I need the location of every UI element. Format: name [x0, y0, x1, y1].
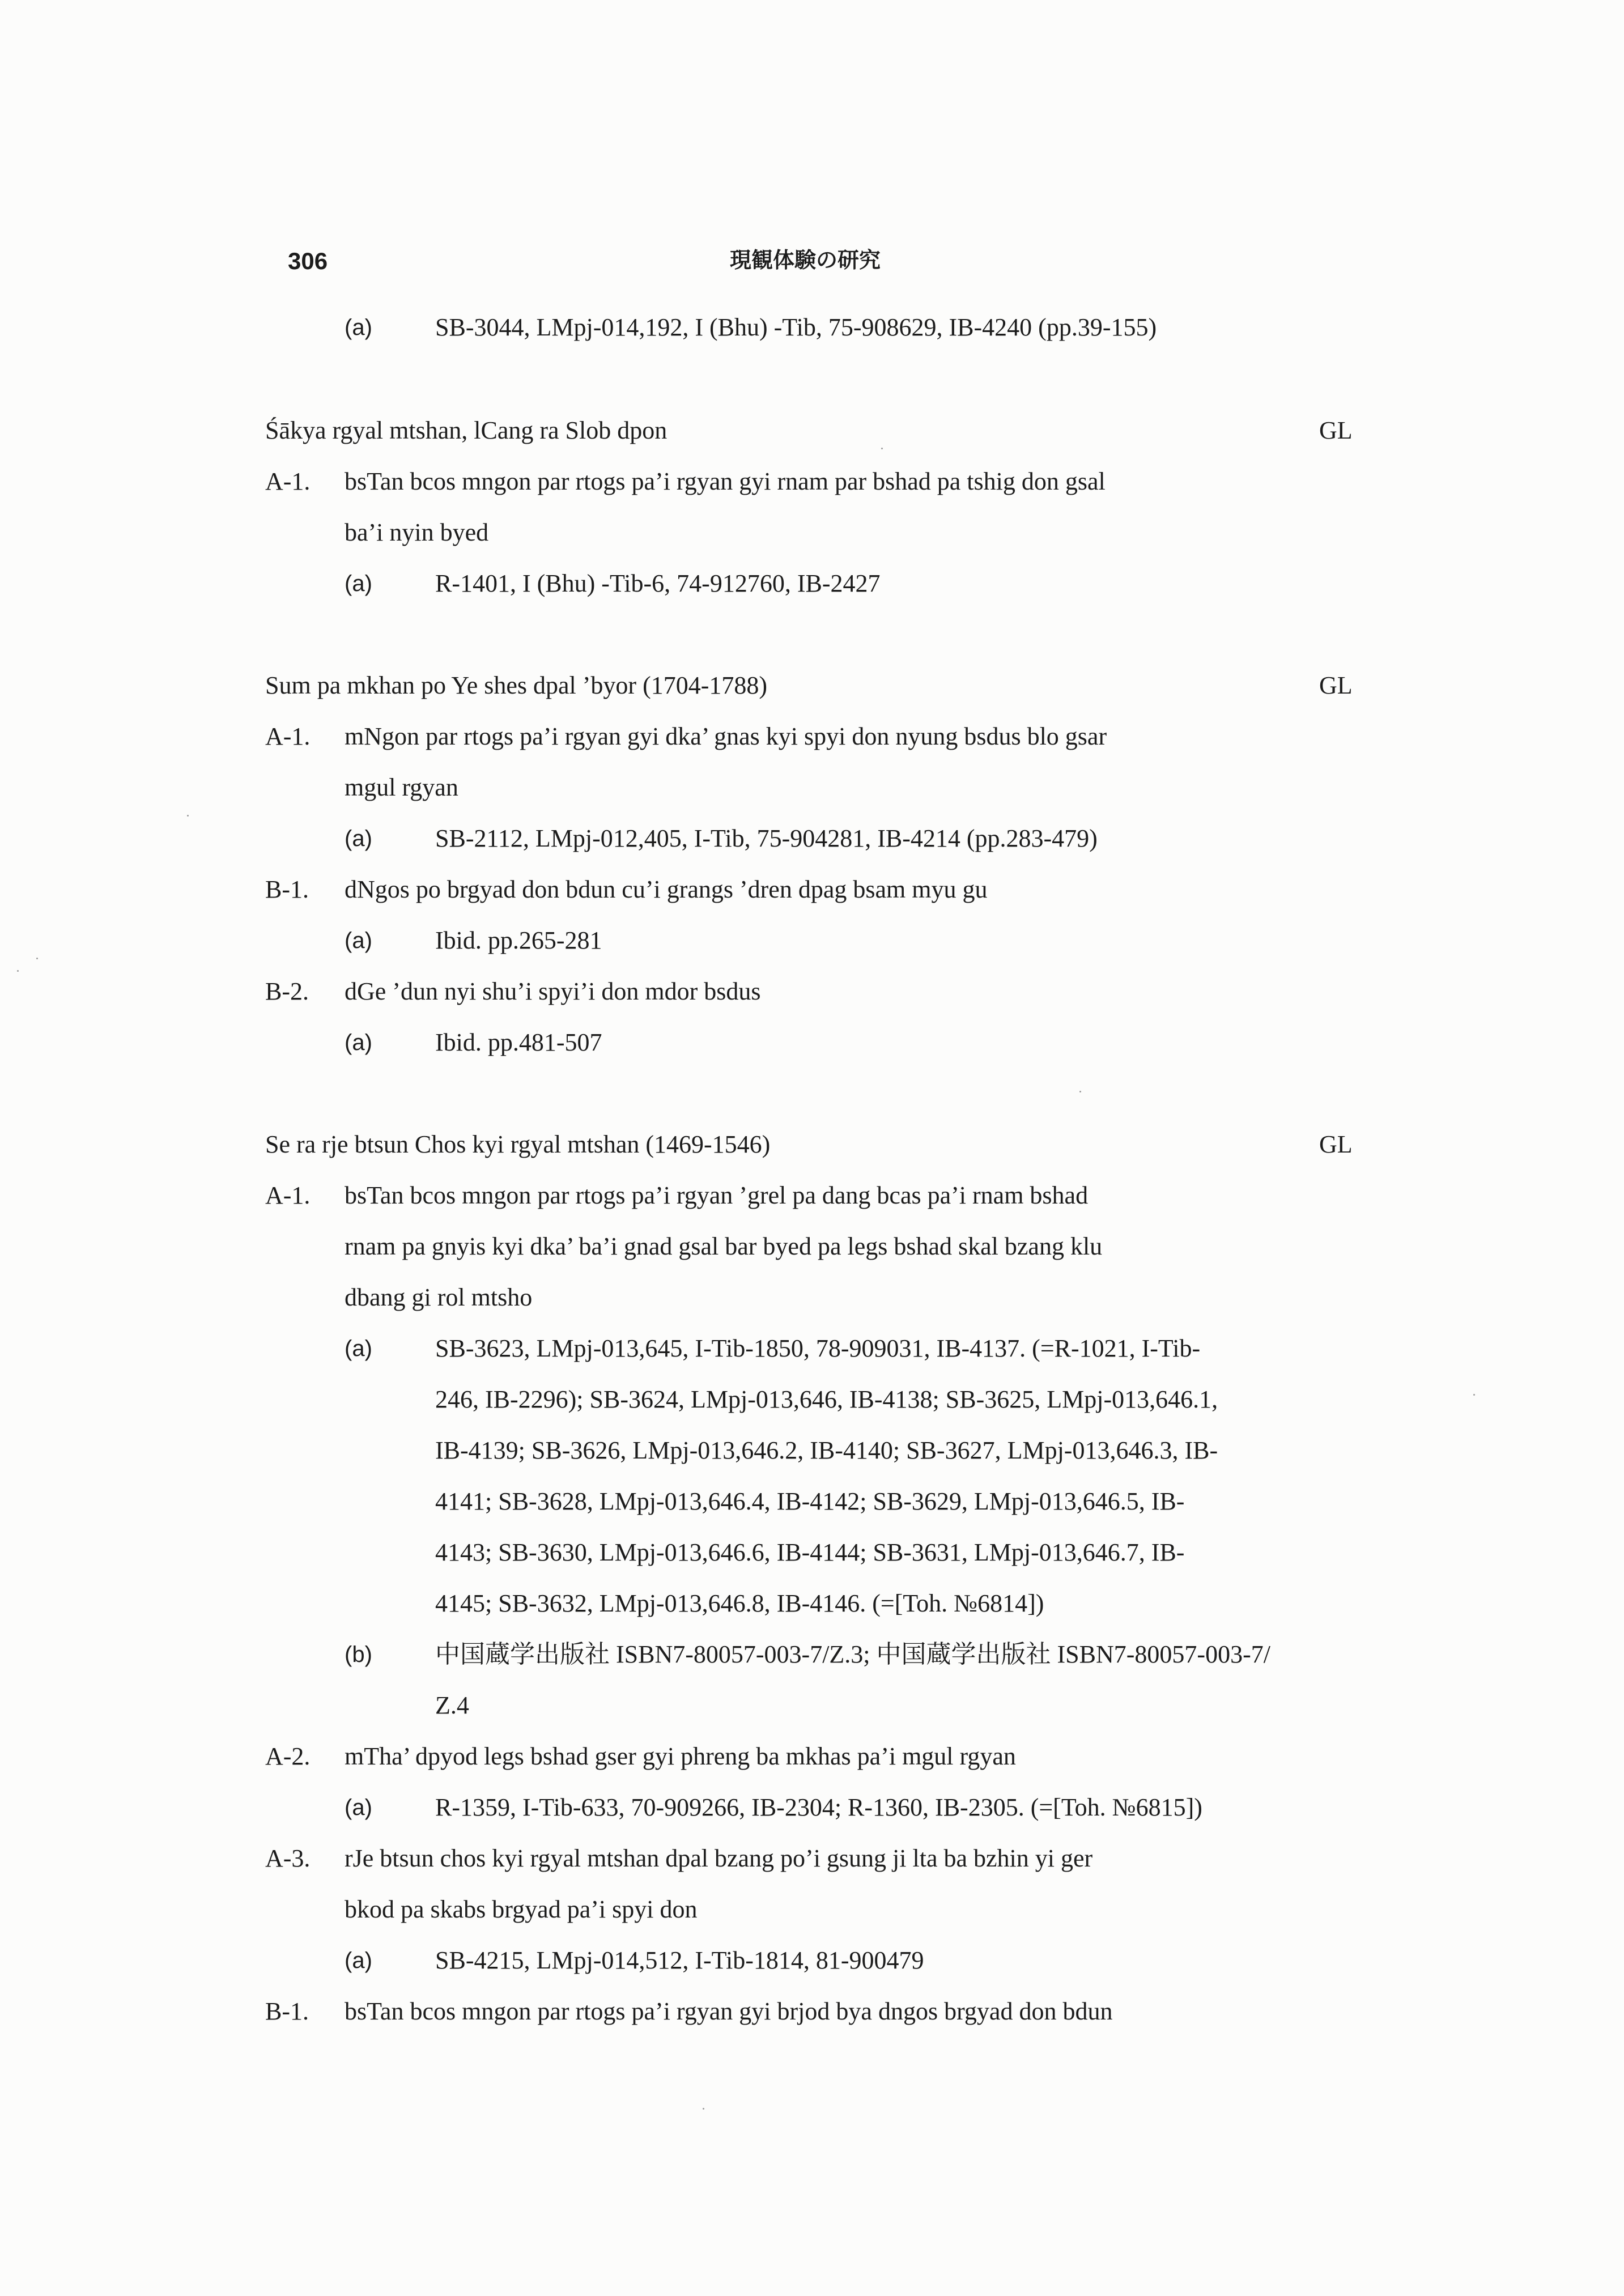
classification-tag: GL: [1319, 416, 1353, 444]
author-heading: Śākya rgyal mtshan, lCang ra Slob dpon: [265, 416, 668, 444]
ref-label: (a): [345, 1795, 372, 1820]
work-title-line: rnam pa gnyis kyi dka’ ba’i gnad gsal bar byed pa legs bshad skal bzang klu: [345, 1232, 1103, 1260]
work-title-line: bkod pa skabs brgyad pa’i spyi don: [345, 1895, 698, 1923]
work-title-line: mTha’ dpyod legs bshad gser gyi phreng ba mkhas pa’i mgul rgyan: [345, 1742, 1016, 1770]
ref-line: Ibid. pp.265-281: [435, 926, 602, 954]
ref-line: R-1359, I-Tib-633, 70-909266, IB-2304; R-1360, IB-2305. (=[Toh. №6815]): [435, 1793, 1202, 1821]
work-title-line: dNgos po brgyad don bdun cu’i grangs ’dren dpag bsam myu gu: [345, 875, 988, 903]
item-number: A-1.: [265, 1181, 311, 1209]
ref-label: (a): [345, 1030, 372, 1055]
author-heading: Se ra rje btsun Chos kyi rgyal mtshan (1469-1546): [265, 1130, 771, 1158]
ref-line: 246, IB-2296); SB-3624, LMpj-013,646, IB-4138; SB-3625, LMpj-013,646.1,: [435, 1385, 1218, 1413]
ref-label: (a): [345, 826, 372, 851]
scan-speck: [187, 815, 189, 817]
scan-speck: [36, 958, 38, 959]
item-number: A-3.: [265, 1844, 311, 1872]
work-title-line: ba’i nyin byed: [345, 518, 489, 546]
work-title-line: mgul rgyan: [345, 773, 458, 801]
work-title-line: bsTan bcos mngon par rtogs pa’i rgyan ’grel pa dang bcas pa’i rnam bshad: [345, 1181, 1089, 1209]
ref-line: 4141; SB-3628, LMpj-013,646.4, IB-4142; SB-3629, LMpj-013,646.5, IB-: [435, 1487, 1185, 1515]
ref-line: Z.4: [435, 1691, 469, 1719]
work-title-line: mNgon par rtogs pa’i rgyan gyi dka’ gnas kyi spyi don nyung bsdus blo gsar: [345, 722, 1107, 750]
scan-speck: [17, 970, 19, 972]
ref-label: (a): [345, 571, 372, 596]
scan-speck: [1473, 1394, 1475, 1396]
page-number: 306: [288, 248, 328, 274]
ref-label: (a): [345, 315, 372, 340]
scan-speck: [881, 448, 883, 449]
classification-tag: GL: [1319, 1130, 1353, 1158]
running-title: 現観体験の研究: [730, 248, 881, 273]
ref-line: 4145; SB-3632, LMpj-013,646.8, IB-4146. (=[Toh. №6814]): [435, 1589, 1044, 1617]
ref-label: (a): [345, 1336, 372, 1361]
item-number: B-1.: [265, 875, 309, 903]
work-title-line: rJe btsun chos kyi rgyal mtshan dpal bzang po’i gsung ji lta ba bzhin yi ger: [345, 1844, 1093, 1872]
ref-label: (b): [345, 1642, 372, 1667]
work-title-line: bsTan bcos mngon par rtogs pa’i rgyan gyi brjod bya dngos brgyad don bdun: [345, 1997, 1113, 2025]
scan-speck: [1079, 1091, 1081, 1092]
ref-line: R-1401, I (Bhu) -Tib-6, 74-912760, IB-2427: [435, 569, 881, 597]
work-title-line: dGe ’dun nyi shu’i spyi’i don mdor bsdus: [345, 977, 761, 1005]
ref-line: 4143; SB-3630, LMpj-013,646.6, IB-4144; SB-3631, LMpj-013,646.7, IB-: [435, 1538, 1185, 1566]
ref-label: (a): [345, 1948, 372, 1973]
ref-label: (a): [345, 928, 372, 953]
item-number: A-2.: [265, 1742, 311, 1770]
item-number: B-1.: [265, 1997, 309, 2025]
work-title-line: bsTan bcos mngon par rtogs pa’i rgyan gyi rnam par bshad pa tshig don gsal: [345, 467, 1106, 495]
item-number: A-1.: [265, 467, 311, 495]
ref-line: Ibid. pp.481-507: [435, 1028, 602, 1056]
classification-tag: GL: [1319, 671, 1353, 699]
ref-line: SB-3044, LMpj-014,192, I (Bhu) -Tib, 75-908629, IB-4240 (pp.39-155): [435, 313, 1157, 341]
ref-line: SB-2112, LMpj-012,405, I-Tib, 75-904281, IB-4214 (pp.283-479): [435, 824, 1098, 852]
ref-line: SB-4215, LMpj-014,512, I-Tib-1814, 81-900479: [435, 1946, 924, 1974]
ref-line: IB-4139; SB-3626, LMpj-013,646.2, IB-4140; SB-3627, LMpj-013,646.3, IB-: [435, 1436, 1218, 1464]
ref-line: SB-3623, LMpj-013,645, I-Tib-1850, 78-909031, IB-4137. (=R-1021, I-Tib-: [435, 1334, 1201, 1362]
scan-speck: [703, 2108, 704, 2110]
work-title-line: dbang gi rol mtsho: [345, 1283, 533, 1311]
item-number: B-2.: [265, 977, 309, 1005]
author-heading: Sum pa mkhan po Ye shes dpal ’byor (1704-1788): [265, 671, 768, 699]
item-number: A-1.: [265, 722, 311, 750]
ref-line: 中国蔵学出版社 ISBN7-80057-003-7/Z.3; 中国蔵学出版社 ISBN7-80057-003-7/: [435, 1640, 1270, 1668]
